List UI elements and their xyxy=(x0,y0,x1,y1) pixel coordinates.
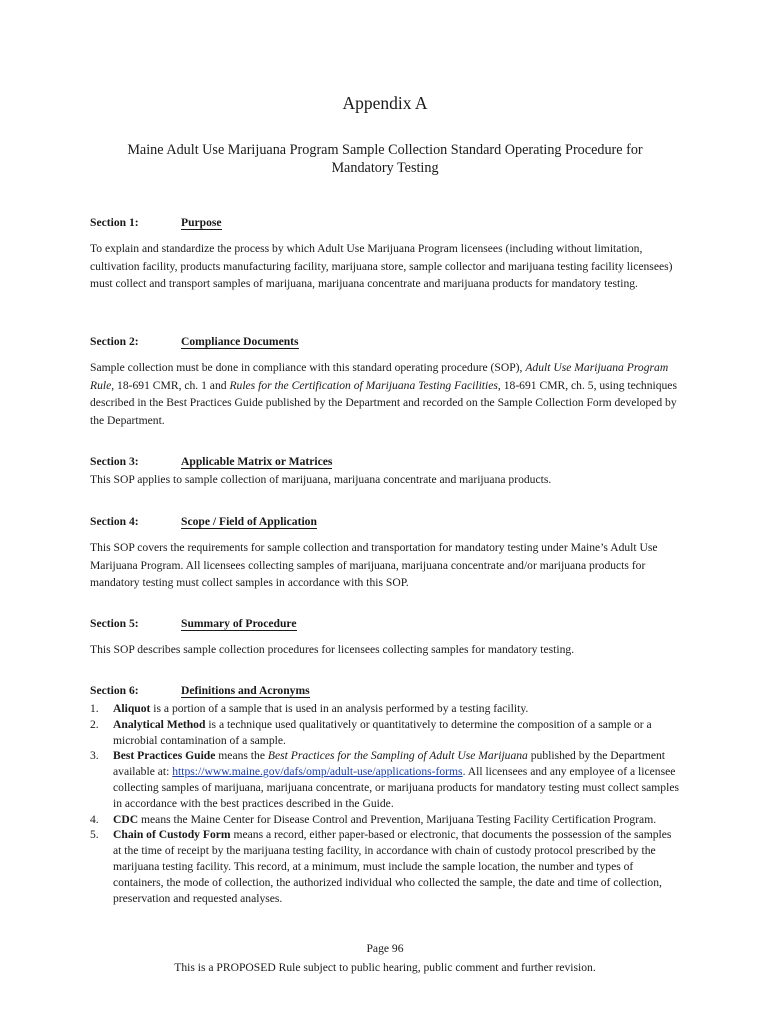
list-item xyxy=(90,827,682,906)
rule-citation: Adult Use Marijuana Program Rule xyxy=(90,361,669,392)
section-title: Purpose xyxy=(181,216,222,229)
definition-term: CDC xyxy=(113,812,139,826)
list-item xyxy=(90,812,682,828)
section-2-body xyxy=(90,359,682,429)
section-title: Scope / Field of Application xyxy=(181,515,317,528)
definition-text: . All licensees and any employee of a licensee collecting samples of marijuana, marijuana concentrate, or marijuana products for mandatory testing must collect samples in accordance with the best practices described in the Guide. xyxy=(113,765,679,810)
section-6-heading xyxy=(90,684,310,697)
section-number: Section 6: xyxy=(90,684,139,697)
section-4-heading xyxy=(90,515,317,528)
guide-title: Best Practices for the Sampling of Adult Use Marijuana xyxy=(267,749,528,763)
item-number: 1. xyxy=(90,702,99,715)
definition-term: Best Practices Guide xyxy=(113,749,216,763)
page-subtitle: Maine Adult Use Marijuana Program Sample Collection Standard Operating Procedure for Mandatory Testing xyxy=(127,142,643,176)
definition-text: means the Maine Center for Disease Control and Prevention, Marijuana Testing Facility Certification Program. xyxy=(138,812,657,826)
section-3-body: This SOP applies to sample collection of marijuana, marijuana concentrate and marijuana products. xyxy=(90,473,552,486)
section-1-heading xyxy=(90,216,222,229)
footer-note: This is a PROPOSED Rule subject to public hearing, public comment and further revision. xyxy=(174,961,596,974)
definition-term: Analytical Method xyxy=(113,717,206,731)
item-number: 3. xyxy=(90,749,99,763)
definition-text: published by the Department available at: xyxy=(113,749,666,779)
section-title: Definitions and Acronyms xyxy=(181,684,310,697)
section-1-body: To explain and standardize the process by which Adult Use Marijuana Program licensees (including without limitation, cultivation facility, products manufacturing facility, marijuana store, sample collector and marijuana testing facility licensees) must collect and transport samples of marijuana, marijuana concentrate and marijuana products for mandatory testing. xyxy=(90,242,673,291)
applications-forms-link[interactable]: https://www.maine.gov/dafs/omp/adult-use/applications-forms xyxy=(172,765,463,779)
definition-text: means the xyxy=(215,749,268,763)
section-3-heading xyxy=(90,455,332,468)
list-item xyxy=(90,748,682,811)
section-number: Section 5: xyxy=(90,617,139,630)
section-5-body: This SOP describes sample collection procedures for licensees collecting samples for mandatory testing. xyxy=(90,643,575,656)
item-number: 2. xyxy=(90,717,99,731)
rule-citation: Rules for the Certification of Marijuana Testing Facilities xyxy=(229,378,498,392)
section-number: Section 2: xyxy=(90,335,139,348)
section-4-body: This SOP covers the requirements for sample collection and transportation for mandatory testing under Maine’s Adult Use Marijuana Program. All licensees collecting samples of marijuana, marijuana concentrate and/or marijuana products for mandatory testing must collect samples in accordance with this SOP. xyxy=(90,541,658,590)
section-number: Section 1: xyxy=(90,216,139,229)
section-number: Section 3: xyxy=(90,455,139,468)
section-number: Section 4: xyxy=(90,515,139,528)
section-title: Applicable Matrix or Matrices xyxy=(181,455,333,468)
list-item xyxy=(90,717,682,749)
section-2-heading xyxy=(90,335,299,348)
definitions-list xyxy=(90,701,682,906)
item-number: 5. xyxy=(90,828,99,842)
definition-text: means a record, either paper-based or electronic, that documents the possession of the samples at the time of receipt by the marijuana testing facility, in accordance with chain of custody protocol prescribed by the marijuana testing facility. This record, at a minimum, must include the sample location, the number and types of containers, the mode of collection, the authorized individual who collected the sample, the date and time of collection, preservation and requested analyses. xyxy=(113,828,672,905)
definition-text: is a portion of a sample that is used in an analysis performed by a testing facility. xyxy=(150,702,529,715)
list-item xyxy=(90,701,682,717)
section-title: Summary of Procedure xyxy=(181,617,297,630)
page-number: Page 96 xyxy=(366,942,404,955)
section-5-heading xyxy=(90,617,297,630)
definition-text: is a technique used qualitatively or quantitatively to determine the composition of a sample or a microbial contamination of a sample. xyxy=(113,717,652,747)
body-text: , 18-691 CMR, ch. 5, using techniques described in the Best Practices Guide published by the Department and recorded on the Sample Collection Form developed by the Department. xyxy=(90,378,677,427)
item-number: 4. xyxy=(90,812,99,826)
body-text: , 18-691 CMR, ch. 1 and xyxy=(111,378,230,392)
section-title: Compliance Documents xyxy=(181,335,299,348)
definition-term: Aliquot xyxy=(113,702,151,715)
definition-term: Chain of Custody Form xyxy=(113,828,231,842)
body-text: Sample collection must be done in compliance with this standard operating procedure (SOP), xyxy=(90,361,526,374)
page-title: Appendix A xyxy=(342,93,428,113)
